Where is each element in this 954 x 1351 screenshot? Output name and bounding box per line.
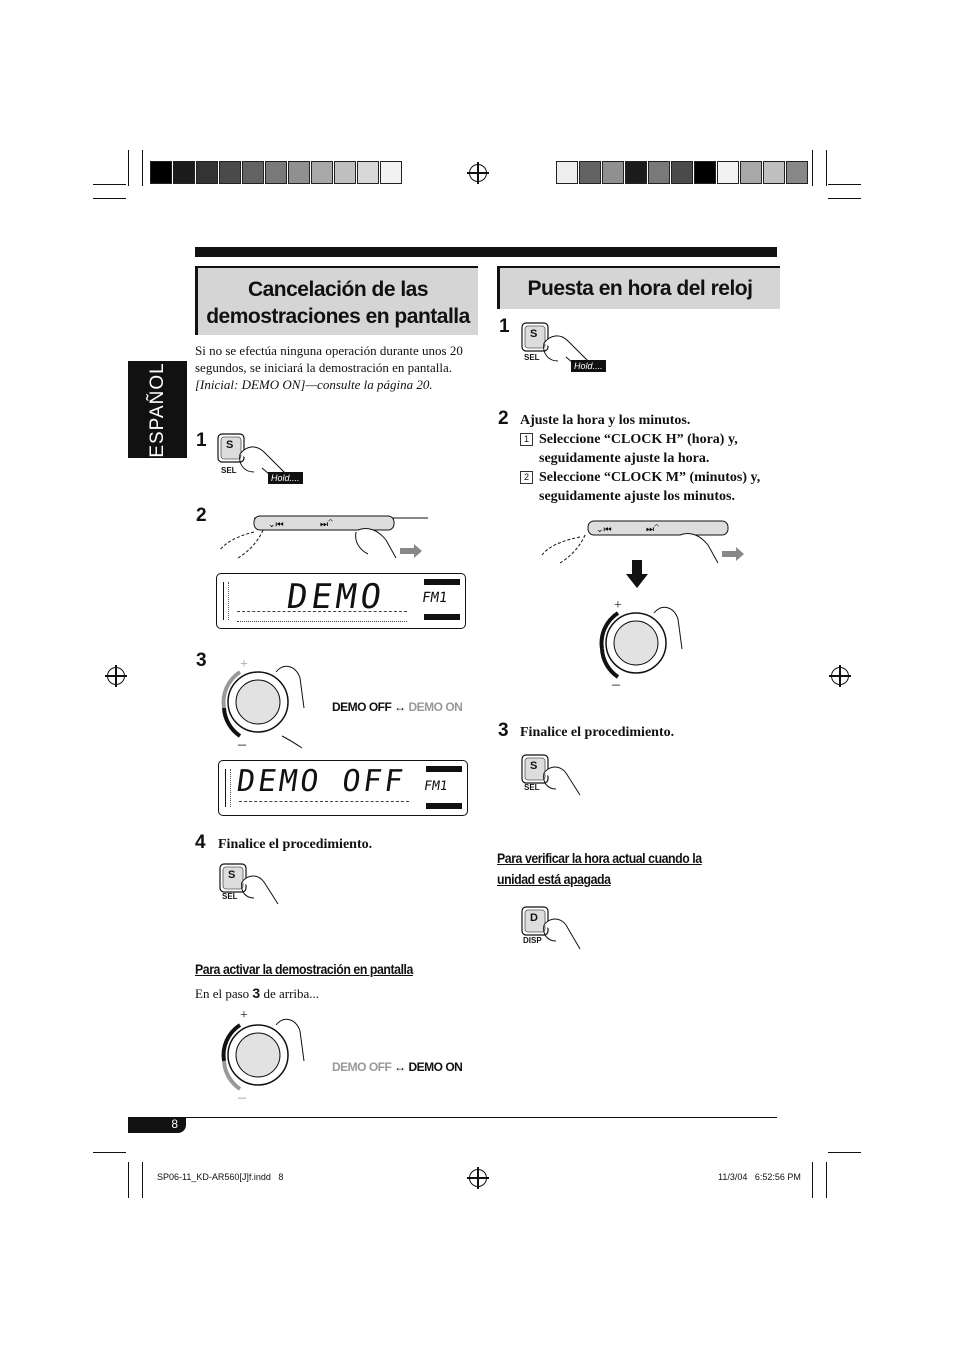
seek-forward-icon: ⏭⌃: [320, 519, 333, 529]
intro-text: Si no se efectúa ninguna operación durante unos 20 segundos, se iniciará la demostración en pantalla.: [195, 343, 463, 375]
sel-label-2: SEL: [222, 892, 238, 901]
hold-badge-2: Hold....: [571, 360, 606, 372]
sel-s-letter-3: S: [530, 328, 538, 340]
lcd-sub-text-2: FM1: [422, 779, 449, 794]
sel-button-step4[interactable]: [218, 862, 298, 912]
minus-icon-3: –: [612, 676, 620, 693]
disp-d-letter: D: [530, 912, 538, 924]
arrow-down-icon: [626, 560, 648, 588]
arrow-right-icon-2: [722, 547, 744, 561]
hold-badge: Hold....: [268, 472, 303, 484]
left-section-title: [195, 266, 478, 335]
minus-icon: –: [238, 736, 246, 752]
initial-note: [Inicial: DEMO ON]—consulte la página 20.: [195, 377, 433, 392]
plus-icon-3: +: [614, 598, 622, 613]
lcd-display-demo: [216, 573, 466, 629]
right-step-3-number: 3: [498, 720, 509, 741]
disp-label: DISP: [523, 936, 542, 945]
left-title-line2: demostraciones en pantalla: [206, 305, 470, 328]
seek-back-icon-2: ⌄⏮: [596, 524, 612, 534]
sel-button-step1[interactable]: [216, 432, 316, 492]
sel-label: SEL: [221, 466, 237, 475]
seek-buttons-press-diagram[interactable]: [218, 510, 428, 565]
registration-mark-right: [831, 667, 849, 685]
seek-forward-icon-2: ⏭⌃: [646, 524, 659, 534]
right-section-title: [497, 266, 780, 309]
demo-on-label: DEMO ON: [408, 700, 463, 714]
demo-off-label: DEMO OFF: [332, 700, 392, 714]
disp-button[interactable]: [520, 905, 600, 957]
bottom-rule: [128, 1117, 777, 1118]
check-clock-heading: Para verificar la hora actual cuando la unidad está apagada: [497, 850, 702, 887]
lcd-main-text: DEMO: [284, 577, 388, 617]
lcd-display-demo-off: [218, 760, 468, 816]
plus-icon-2: +: [240, 1008, 248, 1023]
sel-s-letter: S: [226, 439, 234, 451]
left-title-line1: Cancelación de las: [247, 278, 429, 301]
right-step-1-number: 1: [499, 316, 510, 337]
minus-icon-2: –: [238, 1089, 246, 1103]
substep-marker-1: 1: [520, 433, 533, 446]
footer-file-info: SP06-11_KD-AR560[J]f.indd 8: [157, 1172, 284, 1182]
registration-mark-top: [469, 164, 487, 182]
toggle-arrow-icon: ↔: [394, 700, 406, 714]
control-dial-rotate-diagram-2[interactable]: [210, 1003, 310, 1103]
activate-demo-text: En el paso 3 de arriba...: [195, 985, 320, 1001]
right-step-3-text: Finalice el procedimiento.: [520, 725, 675, 740]
left-step-1-number: 1: [196, 430, 207, 451]
clock-h-instruction: 1 Seleccione “CLOCK H” (hora) y, seguidamente ajuste la hora.: [520, 430, 778, 468]
left-step-4-text: Finalice el procedimiento.: [218, 837, 373, 852]
activate-demo-heading: Para activar la demostración en pantalla: [195, 961, 413, 977]
page-number-tab: [128, 1117, 186, 1133]
right-step-2-number: 2: [498, 408, 509, 429]
left-step-2-number: 2: [196, 505, 207, 526]
right-step-2-text: Ajuste la hora y los minutos.: [520, 413, 691, 428]
seek-back-icon: ⌄⏮: [268, 519, 284, 529]
sel-label-4: SEL: [524, 783, 540, 792]
left-step-3-number: 3: [196, 650, 207, 671]
plus-icon: +: [240, 657, 248, 672]
sel-label-3: SEL: [524, 353, 540, 362]
right-title-text: Puesta en hora del reloj: [527, 277, 753, 300]
top-rule: [195, 247, 777, 257]
activate-demo-off-label: DEMO OFF: [332, 1060, 392, 1074]
substep-marker-2: 2: [520, 471, 533, 484]
lcd-main-text-2: DEMO OFF: [234, 764, 408, 799]
sel-s-letter-4: S: [530, 760, 538, 772]
left-step-4-number: 4: [195, 832, 206, 853]
registration-mark-bottom: [469, 1169, 487, 1187]
registration-mark-left: [107, 667, 125, 685]
page-number: 8: [171, 1117, 178, 1131]
arrow-right-icon: [400, 544, 422, 558]
footer-timestamp: 11/3/04 6:52:56 PM: [718, 1172, 801, 1182]
control-dial-rotate-diagram-3[interactable]: [588, 593, 688, 693]
activate-demo-on-label: DEMO ON: [408, 1060, 463, 1074]
control-dial-rotate-diagram[interactable]: [210, 652, 310, 752]
lcd-sub-text: FM1: [420, 590, 449, 606]
clock-m-instruction: 2 Seleccione “CLOCK M” (minutos) y, seguidamente ajuste los minutos.: [520, 468, 778, 506]
sel-button-clock-step1[interactable]: [520, 321, 620, 381]
sel-s-letter-2: S: [228, 869, 236, 881]
toggle-arrow-icon-2: ↔: [394, 1060, 406, 1074]
language-tab: ESPAÑOL: [128, 361, 187, 458]
sel-button-clock-step3[interactable]: [520, 753, 600, 803]
